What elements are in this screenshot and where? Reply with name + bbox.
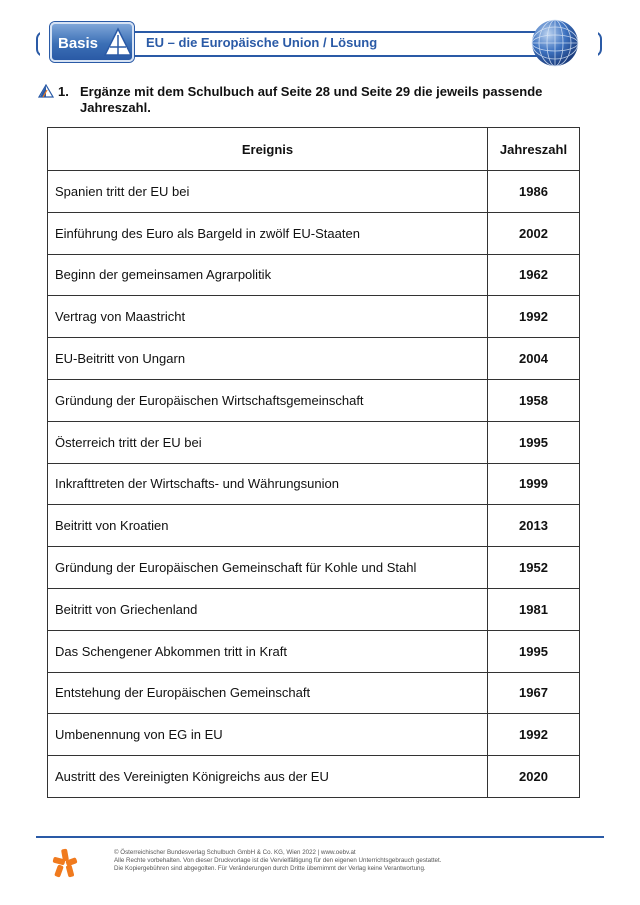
year-cell: 1999	[488, 463, 580, 505]
year-cell: 1962	[488, 254, 580, 296]
footer-line-3: Die Kopiergebühren sind abgegolten. Für Veränderungen durch Dritte übernimmt der Verlag keine Verantwortung.	[114, 865, 426, 872]
column-header-event: Ereignis	[48, 128, 488, 171]
year-cell: 2020	[488, 756, 580, 798]
event-cell: Vertrag von Maastricht	[48, 296, 488, 338]
table-row	[48, 588, 580, 630]
year-cell: 1967	[488, 672, 580, 714]
event-cell: Beginn der gemeinsamen Agrarpolitik	[48, 254, 488, 296]
event-cell: Das Schengener Abkommen tritt in Kraft	[48, 630, 488, 672]
table-header-row	[48, 128, 580, 171]
event-cell: Austritt des Vereinigten Königreichs aus der EU	[48, 756, 488, 798]
table-row	[48, 463, 580, 505]
basis-triangle-icon	[104, 27, 132, 57]
table-row	[48, 672, 580, 714]
event-cell: Umbenennung von EG in EU	[48, 714, 488, 756]
event-cell: Österreich tritt der EU bei	[48, 421, 488, 463]
table-row	[48, 338, 580, 380]
event-cell: Beitritt von Kroatien	[48, 505, 488, 547]
table-row	[48, 714, 580, 756]
table-row	[48, 254, 580, 296]
publisher-logo-icon	[52, 848, 78, 878]
year-cell: 1986	[488, 171, 580, 213]
year-cell: 1952	[488, 547, 580, 589]
table-row	[48, 630, 580, 672]
table-row	[48, 547, 580, 589]
task-number: 1.	[58, 84, 69, 99]
year-cell: 2002	[488, 212, 580, 254]
globe-icon	[530, 18, 580, 68]
event-cell: Einführung des Euro als Bargeld in zwölf EU-Staaten	[48, 212, 488, 254]
table-row	[48, 171, 580, 213]
event-cell: Gründung der Europäischen Gemeinschaft für Kohle und Stahl	[48, 547, 488, 589]
year-cell: 2004	[488, 338, 580, 380]
year-cell: 1995	[488, 421, 580, 463]
events-table	[47, 127, 580, 798]
basis-badge-label: Basis	[58, 35, 99, 52]
year-cell: 2013	[488, 505, 580, 547]
table-row	[48, 505, 580, 547]
page-title: EU – die Europäische Union / Lösung	[146, 35, 378, 50]
footer-line-2: Alle Rechte vorbehalten. Von dieser Druckvorlage ist die Vervielfältigung für den eigenen Unterrichtsgebrauch gestattet.	[114, 857, 442, 864]
table-row	[48, 756, 580, 798]
event-cell: EU-Beitritt von Ungarn	[48, 338, 488, 380]
event-cell: Entstehung der Europäischen Gemeinschaft	[48, 672, 488, 714]
event-cell: Gründung der Europäischen Wirtschaftsgemeinschaft	[48, 379, 488, 421]
table-row	[48, 212, 580, 254]
event-cell: Spanien tritt der EU bei	[48, 171, 488, 213]
task-instruction: Ergänze mit dem Schulbuch auf Seite 28 und Seite 29 die jeweils passende Jahreszahl.	[80, 84, 543, 115]
page-header	[36, 22, 606, 66]
footer-line-1: © Österreichischer Bundesverlag Schulbuch GmbH & Co. KG, Wien 2022 | www.oebv.at	[114, 849, 356, 856]
task-difficulty-icon	[38, 84, 54, 98]
footer-copyright	[114, 849, 594, 873]
table-row	[48, 421, 580, 463]
table-row	[48, 379, 580, 421]
basis-badge	[50, 22, 134, 62]
column-header-year: Jahreszahl	[488, 128, 580, 171]
event-cell: Beitritt von Griechenland	[48, 588, 488, 630]
year-cell: 1958	[488, 379, 580, 421]
event-cell: Inkrafttreten der Wirtschafts- und Währungsunion	[48, 463, 488, 505]
year-cell: 1981	[488, 588, 580, 630]
table-row	[48, 296, 580, 338]
year-cell: 1992	[488, 714, 580, 756]
year-cell: 1995	[488, 630, 580, 672]
year-cell: 1992	[488, 296, 580, 338]
footer-divider	[36, 836, 604, 838]
